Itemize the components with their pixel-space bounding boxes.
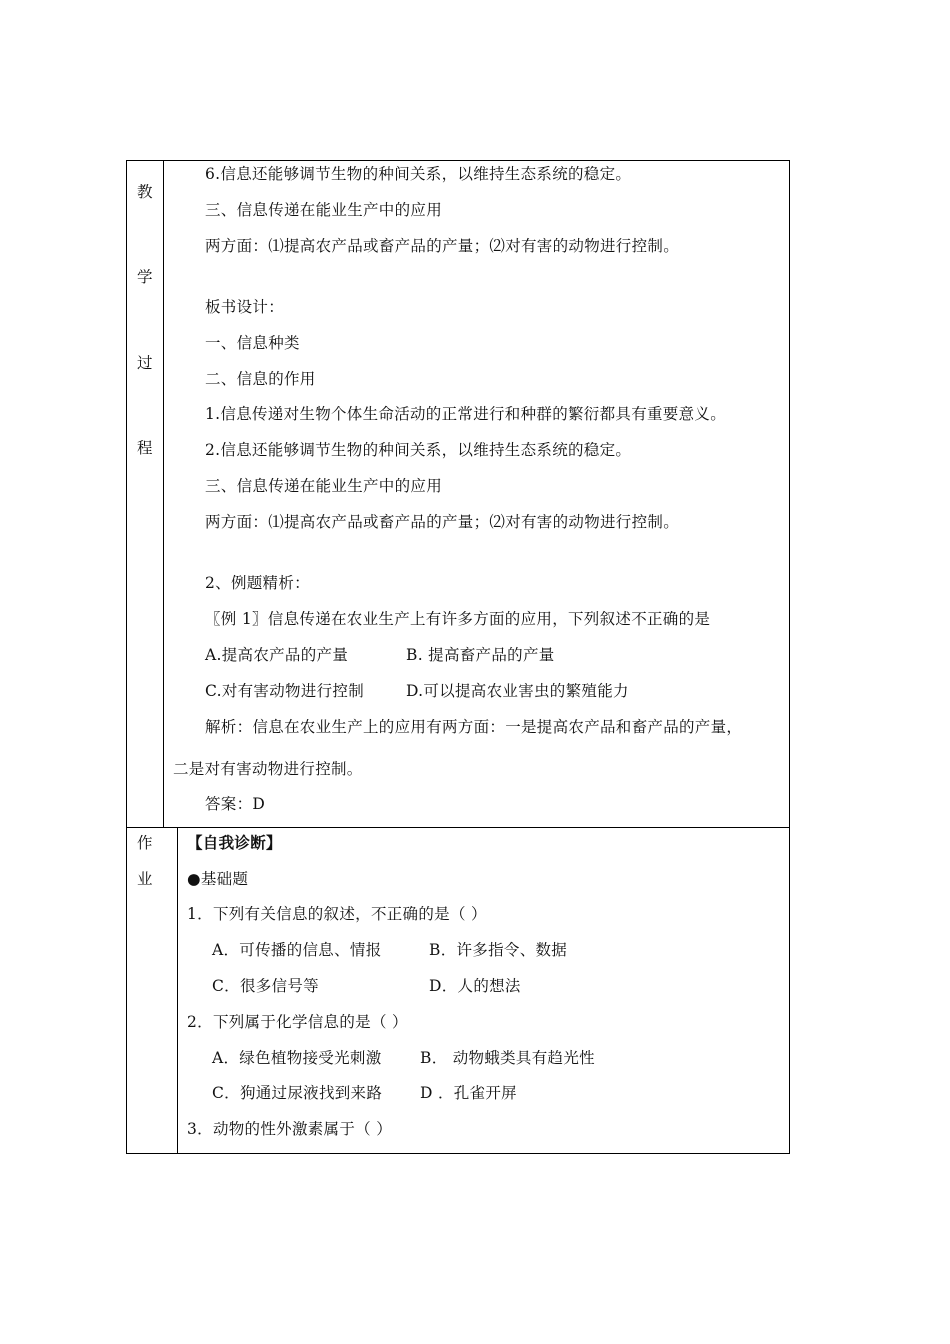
question-1-option-b: B．许多指令、数据 bbox=[429, 941, 568, 959]
example-option-a: A.提高农产品的产量 bbox=[205, 646, 349, 664]
section-label-char: 教 bbox=[137, 183, 153, 201]
content-line: 两方面：⑴提高农产品或畜产品的产量；⑵对有害的动物进行控制。 bbox=[205, 513, 680, 531]
content-line: 两方面：⑴提高农产品或畜产品的产量；⑵对有害的动物进行控制。 bbox=[205, 237, 680, 255]
content-line: 1.信息传递对生物个体生命活动的正常进行和种群的繁衍都具有重要意义。 bbox=[205, 405, 726, 423]
analysis-line: 解析：信息在农业生产上的应用有两方面：一是提高农产品和畜产品的产量， bbox=[205, 718, 743, 736]
self-diagnosis-heading: 【自我诊断】 bbox=[187, 833, 282, 852]
question-2-option-b: B． 动物蛾类具有趋光性 bbox=[420, 1049, 595, 1067]
section-label-char: 过 bbox=[137, 354, 153, 372]
content-line: 一、信息种类 bbox=[205, 334, 300, 352]
example-option-d: D.可以提高农业害虫的繁殖能力 bbox=[406, 682, 629, 700]
question-1: 1．下列有关信息的叙述，不正确的是（ ） bbox=[187, 905, 487, 923]
question-2-option-a: A．绿色植物接受光刺激 bbox=[212, 1049, 382, 1067]
content-line: 2、例题精析： bbox=[205, 574, 310, 592]
table-column-divider-top bbox=[163, 160, 164, 828]
table-column-divider-bottom bbox=[177, 827, 178, 1154]
section-label-char: 业 bbox=[137, 870, 153, 888]
content-line: 6.信息还能够调节生物的种间关系，以维持生态系统的稳定。 bbox=[205, 165, 632, 183]
example-option-c: C.对有害动物进行控制 bbox=[205, 682, 365, 700]
content-line: 二、信息的作用 bbox=[205, 370, 316, 388]
example-question: 〖例 1〗信息传递在农业生产上有许多方面的应用，下列叙述不正确的是 bbox=[205, 610, 711, 628]
section-label-char: 程 bbox=[137, 439, 153, 457]
analysis-line: 二是对有害动物进行控制。 bbox=[173, 760, 363, 778]
basic-questions-heading: ●基础题 bbox=[187, 870, 249, 888]
content-line: 三、信息传递在能业生产中的应用 bbox=[205, 201, 443, 219]
question-1-option-a: A．可传播的信息、情报 bbox=[212, 941, 382, 959]
example-option-b: B. 提高畜产品的产量 bbox=[406, 646, 555, 664]
question-3: 3．动物的性外激素属于（ ） bbox=[187, 1120, 392, 1138]
section-label-char: 作 bbox=[137, 834, 153, 852]
question-2: 2．下列属于化学信息的是（ ） bbox=[187, 1013, 408, 1031]
answer-line: 答案：D bbox=[205, 795, 266, 813]
content-line: 2.信息还能够调节生物的种间关系，以维持生态系统的稳定。 bbox=[205, 441, 632, 459]
section-label-char: 学 bbox=[137, 268, 153, 286]
content-line: 三、信息传递在能业生产中的应用 bbox=[205, 477, 443, 495]
question-1-option-d: D．人的想法 bbox=[429, 977, 521, 995]
question-2-option-d: D ．孔雀开屏 bbox=[420, 1084, 517, 1102]
question-1-option-c: C．很多信号等 bbox=[212, 977, 319, 995]
table-row-divider bbox=[126, 827, 790, 828]
content-line: 板书设计： bbox=[205, 298, 285, 316]
question-2-option-c: C．狗通过尿液找到来路 bbox=[212, 1084, 383, 1102]
